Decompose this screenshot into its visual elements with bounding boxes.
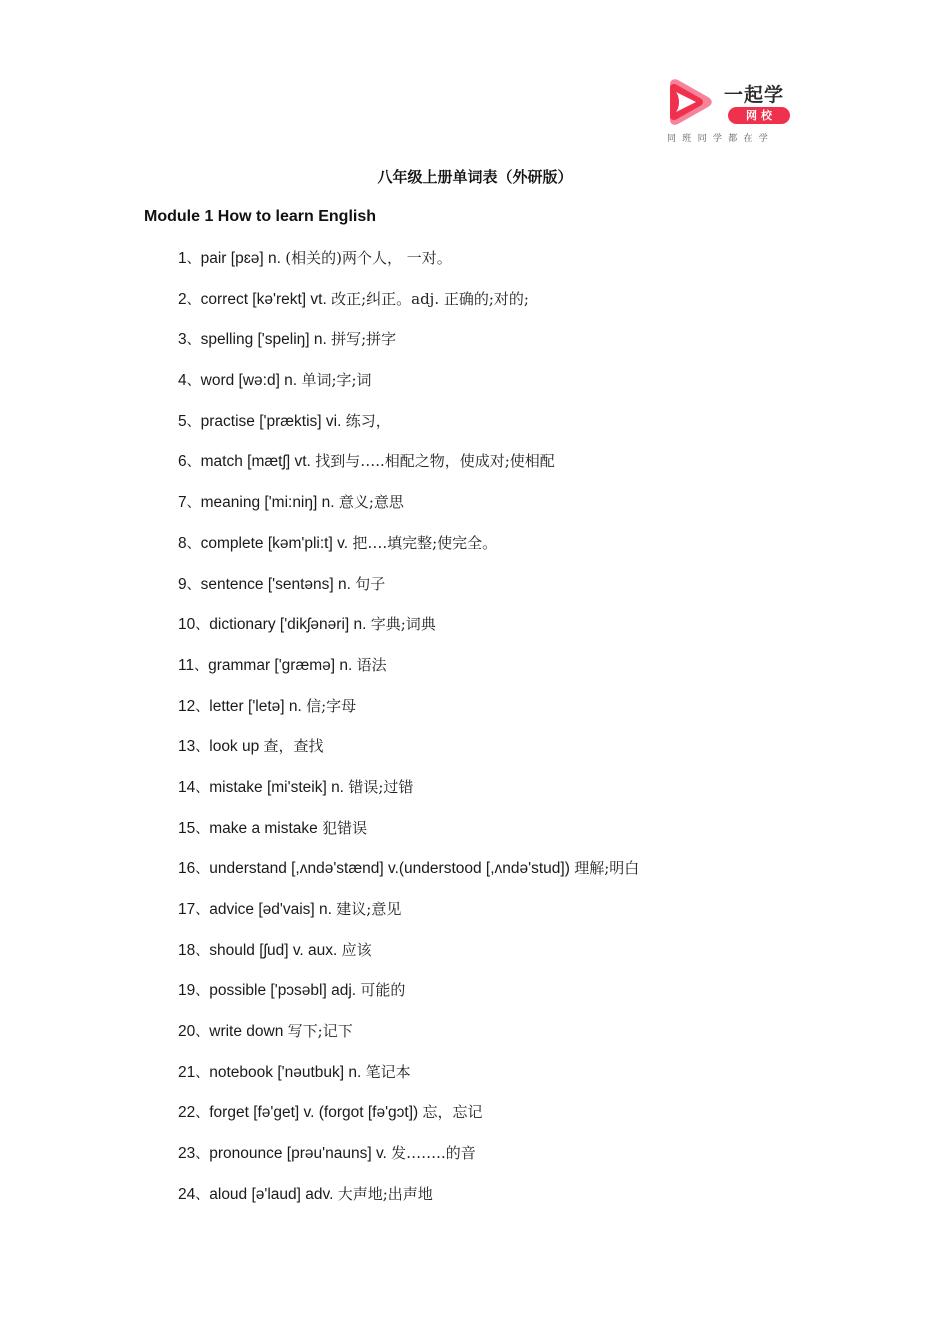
english-term: spelling ['speliŋ] n. (200, 331, 327, 349)
chinese-meaning: (相关的)两个人， 一对。 (285, 249, 452, 267)
item-separator: 、 (186, 413, 201, 430)
item-separator: 、 (194, 657, 209, 674)
item-number: 19 (178, 982, 196, 1000)
vocab-item (178, 1019, 639, 1060)
item-separator: 、 (186, 332, 201, 349)
brand-name: 一起学 (724, 84, 785, 106)
module-heading: Module 1 How to learn English (144, 208, 377, 225)
item-number: 14 (178, 778, 196, 796)
chinese-meaning: 写下;记下 (287, 1022, 353, 1041)
vocab-item (178, 246, 639, 287)
vocab-item (178, 612, 639, 653)
chinese-meaning: 改正;纠正。adj. 正确的;对的; (331, 289, 529, 308)
item-number: 1 (178, 250, 187, 267)
vocab-item (178, 1060, 639, 1101)
vocab-item (178, 775, 639, 816)
item-number: 13 (178, 738, 196, 756)
item-separator: 、 (195, 779, 210, 796)
vocab-item (178, 572, 639, 613)
vocab-item (178, 287, 639, 328)
item-number: 20 (178, 1023, 196, 1041)
item-number: 5 (178, 412, 187, 430)
chinese-meaning: 大声地;出声地 (337, 1184, 433, 1203)
chinese-meaning: 建议;意见 (336, 900, 402, 918)
item-separator: 、 (195, 1105, 210, 1122)
item-separator: 、 (186, 535, 201, 552)
english-term: understand [,ʌndə'stænd] v.(understood [,ʌndə'stud]) (209, 860, 570, 878)
english-term: letter ['letə] n. (209, 697, 302, 715)
item-separator: 、 (186, 291, 201, 308)
english-term: dictionary ['dikʃənəri] n. (209, 616, 367, 634)
vocab-item (178, 1182, 639, 1223)
english-term: mistake [mi'steik] n. (209, 778, 344, 796)
vocab-item (178, 856, 639, 897)
vocab-item (178, 694, 639, 735)
brand-logo (666, 78, 794, 146)
vocab-item (178, 816, 639, 857)
item-separator: 、 (195, 1024, 210, 1041)
item-separator: 、 (195, 617, 210, 634)
english-term: correct [kə'rekt] vt. (200, 290, 327, 308)
chinese-meaning: 信;字母 (306, 696, 357, 715)
item-number: 23 (178, 1145, 196, 1163)
english-term: complete [kəm'pli:t] v. (200, 534, 349, 552)
item-separator: 、 (186, 251, 201, 267)
english-term: sentence ['sentəns] n. (200, 575, 351, 593)
english-term: aloud [ə'laud] adv. (209, 1185, 334, 1203)
item-separator: 、 (195, 820, 210, 837)
item-number: 6 (178, 453, 187, 471)
chinese-meaning: 句子 (355, 574, 386, 593)
vocabulary-list (178, 246, 639, 1223)
item-number: 9 (178, 575, 187, 593)
item-number: 21 (178, 1063, 196, 1081)
vocab-item (178, 938, 639, 979)
item-number: 2 (178, 290, 187, 308)
english-term: write down (209, 1023, 284, 1041)
chinese-meaning: 发……..的音 (391, 1144, 476, 1163)
english-term: match [mætʃ] vt. (200, 453, 311, 471)
chinese-meaning: 单词;字;词 (301, 371, 372, 390)
item-number: 10 (178, 616, 196, 634)
vocab-item (178, 978, 639, 1019)
item-separator: 、 (195, 861, 210, 878)
item-number: 24 (178, 1185, 196, 1203)
english-term: should [ʃud] v. aux. (209, 941, 338, 959)
english-term: pair [pɛə] n. (200, 250, 281, 267)
document-title: 八年级上册单词表（外研版） (377, 168, 573, 186)
english-term: advice [əd'vais] n. (209, 901, 332, 918)
item-number: 17 (178, 901, 196, 918)
item-number: 3 (178, 331, 187, 349)
vocab-item (178, 1100, 639, 1141)
chinese-meaning: 忘，忘记 (422, 1103, 483, 1122)
english-term: look up (209, 738, 260, 756)
item-number: 15 (178, 819, 196, 837)
chinese-meaning: 把….填完整;使完全。 (352, 533, 498, 552)
brand-badge: 网校 (728, 107, 790, 124)
chinese-meaning: 语法 (356, 655, 387, 674)
item-number: 16 (178, 860, 196, 878)
vocab-item (178, 734, 639, 775)
english-term: possible ['pɔsəbl] adj. (209, 982, 357, 1000)
item-separator: 、 (195, 902, 210, 918)
vocab-item (178, 897, 639, 938)
vocab-item (178, 327, 639, 368)
chinese-meaning: 可能的 (360, 981, 406, 1000)
item-separator: 、 (195, 698, 210, 715)
vocab-item (178, 531, 639, 572)
play-triangle-icon (666, 78, 714, 126)
item-number: 11 (178, 656, 195, 674)
item-separator: 、 (195, 1064, 210, 1081)
item-separator: 、 (195, 983, 210, 1000)
item-number: 12 (178, 697, 196, 715)
item-number: 4 (178, 372, 187, 390)
english-term: pronounce [prəu'nauns] v. (209, 1145, 387, 1163)
item-separator: 、 (195, 739, 210, 756)
chinese-meaning: 查，查找 (263, 737, 324, 756)
item-separator: 、 (186, 576, 201, 593)
chinese-meaning: 错误;过错 (348, 777, 414, 796)
english-term: make a mistake (209, 819, 318, 837)
item-number: 22 (178, 1104, 196, 1122)
chinese-meaning: 犯错误 (322, 818, 368, 837)
chinese-meaning: 练习， (345, 411, 391, 430)
vocab-item (178, 490, 639, 531)
english-term: word [wə:d] n. (200, 372, 298, 390)
item-number: 8 (178, 534, 187, 552)
vocab-item (178, 409, 639, 450)
item-separator: 、 (186, 373, 201, 390)
english-term: notebook ['nəutbuk] n. (209, 1063, 362, 1081)
vocab-item (178, 1141, 639, 1182)
item-separator: 、 (186, 454, 201, 471)
chinese-meaning: 找到与…..相配之物，使成对;使相配 (315, 452, 555, 471)
english-term: meaning ['mi:niŋ] n. (200, 494, 335, 512)
item-separator: 、 (186, 495, 201, 512)
chinese-meaning: 笔记本 (365, 1062, 411, 1081)
english-term: practise ['præktis] vi. (200, 412, 342, 430)
brand-slogan: 同班同学都在学 (667, 134, 775, 144)
item-separator: 、 (195, 942, 210, 959)
chinese-meaning: 应该 (341, 940, 372, 959)
vocab-item (178, 653, 639, 694)
english-term: grammar ['græmə] n. (208, 656, 353, 674)
chinese-meaning: 理解;明白 (574, 859, 640, 878)
english-term: forget [fə'get] v. (forgot [fə'gɔt]) (209, 1104, 419, 1122)
vocab-item (178, 368, 639, 409)
item-separator: 、 (195, 1146, 210, 1163)
item-separator: 、 (195, 1186, 210, 1203)
item-number: 18 (178, 941, 196, 959)
chinese-meaning: 字典;词典 (370, 615, 436, 634)
chinese-meaning: 拼写;拼字 (331, 330, 397, 349)
vocab-item (178, 449, 639, 490)
item-number: 7 (178, 494, 187, 512)
chinese-meaning: 意义;意思 (338, 493, 404, 512)
